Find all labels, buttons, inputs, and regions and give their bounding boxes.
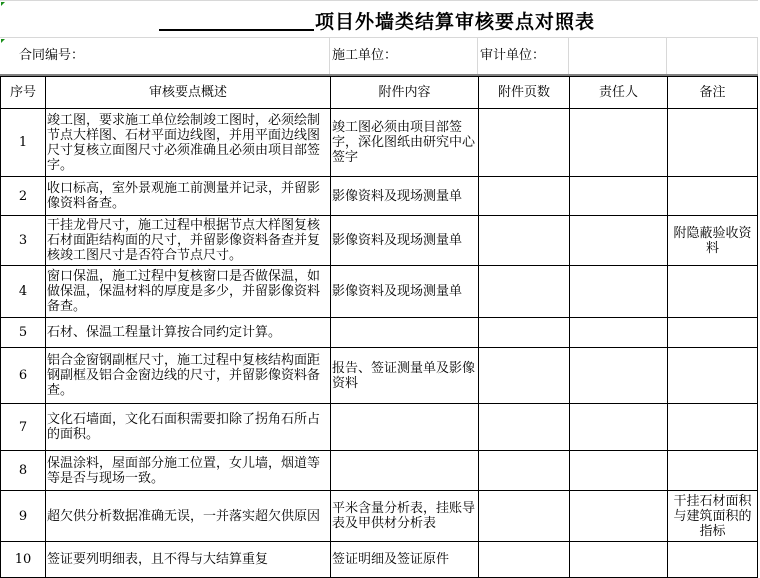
seq-cell[interactable]: 8 xyxy=(1,451,46,491)
info-extra-cell-2[interactable] xyxy=(667,38,758,74)
table-row xyxy=(1,348,758,404)
contractor-cell[interactable] xyxy=(330,38,478,74)
table-row xyxy=(1,451,758,491)
attachment-cell[interactable] xyxy=(331,451,479,491)
attachment-cell[interactable]: 报告、签证测量单及影像资料 xyxy=(331,348,479,404)
pages-cell[interactable] xyxy=(479,177,570,216)
owner-cell[interactable] xyxy=(570,404,668,451)
auditor-label: 审计单位： xyxy=(480,48,546,63)
description-cell[interactable]: 窗口保温，施工过程中复核窗口是否做保温，如做保温，保温材料的厚度是多少，并留影像资料备查。 xyxy=(46,266,331,318)
seq-cell[interactable]: 2 xyxy=(1,177,46,216)
document-title: 项目外墙类结算审核要点对照表 xyxy=(315,11,596,33)
header-description[interactable]: 审核要点概述 xyxy=(46,77,331,109)
seq-cell[interactable]: 6 xyxy=(1,348,46,404)
contractor-label: 施工单位： xyxy=(332,48,398,63)
description-cell[interactable]: 文化石墙面，文化石面积需要扣除了拐角石所占的面积。 xyxy=(46,404,331,451)
audit-checklist-table xyxy=(0,76,758,578)
header-pages[interactable]: 附件页数 xyxy=(479,77,570,109)
note-cell[interactable] xyxy=(668,404,758,451)
owner-cell[interactable] xyxy=(570,266,668,318)
info-extra-cell-1[interactable] xyxy=(569,38,667,74)
attachment-cell[interactable]: 竣工图必须由项目部签字，深化图纸由研究中心签字 xyxy=(331,109,479,177)
title-row[interactable] xyxy=(0,0,758,38)
owner-cell[interactable] xyxy=(570,177,668,216)
attachment-cell[interactable] xyxy=(331,318,479,348)
table-row xyxy=(1,216,758,266)
pages-cell[interactable] xyxy=(479,318,570,348)
owner-cell[interactable] xyxy=(570,542,668,578)
note-cell[interactable] xyxy=(668,451,758,491)
seq-cell[interactable]: 5 xyxy=(1,318,46,348)
note-cell[interactable]: 干挂石材面积与建筑面积的指标 xyxy=(668,491,758,542)
description-cell[interactable]: 竣工图，要求施工单位绘制竣工图时，必须绘制节点大样图、石材平面边线图，并用平面边线图尺寸复核立面图尺寸必须准确且必须由项目部签字。 xyxy=(46,109,331,177)
pages-cell[interactable] xyxy=(479,266,570,318)
attachment-cell[interactable]: 影像资料及现场测量单 xyxy=(331,177,479,216)
table-row xyxy=(1,404,758,451)
info-row xyxy=(0,38,758,76)
owner-cell[interactable] xyxy=(570,451,668,491)
contract-number-cell[interactable] xyxy=(0,38,330,74)
pages-cell[interactable] xyxy=(479,542,570,578)
seq-cell[interactable]: 1 xyxy=(1,109,46,177)
note-cell[interactable] xyxy=(668,348,758,404)
header-attachment[interactable]: 附件内容 xyxy=(331,77,479,109)
attachment-cell[interactable]: 影像资料及现场测量单 xyxy=(331,216,479,266)
description-cell[interactable]: 石材、保温工程量计算按合同约定计算。 xyxy=(46,318,331,348)
header-note[interactable]: 备注 xyxy=(668,77,758,109)
table-row xyxy=(1,266,758,318)
contract-number-label: 合同编号： xyxy=(19,48,85,63)
owner-cell[interactable] xyxy=(570,318,668,348)
header-owner[interactable]: 责任人 xyxy=(570,77,668,109)
table-row xyxy=(1,177,758,216)
pages-cell[interactable] xyxy=(479,491,570,542)
note-cell[interactable] xyxy=(668,266,758,318)
owner-cell[interactable] xyxy=(570,491,668,542)
pages-cell[interactable] xyxy=(479,451,570,491)
pages-cell[interactable] xyxy=(479,404,570,451)
description-cell[interactable]: 干挂龙骨尺寸，施工过程中根据节点大样图复核石材面距结构面的尺寸，并留影像资料备查并复核竣工图尺寸是否符合节点尺寸。 xyxy=(46,216,331,266)
seq-cell[interactable]: 4 xyxy=(1,266,46,318)
note-cell[interactable] xyxy=(668,109,758,177)
cell-comment-marker-icon xyxy=(1,39,5,43)
table-row xyxy=(1,318,758,348)
attachment-cell[interactable] xyxy=(331,404,479,451)
description-cell[interactable]: 收口标高，室外景观施工前测量并记录，并留影像资料备查。 xyxy=(46,177,331,216)
auditor-cell[interactable] xyxy=(478,38,569,74)
table-row xyxy=(1,542,758,578)
table-header-row xyxy=(1,77,758,109)
pages-cell[interactable] xyxy=(479,109,570,177)
title-project-name-blank xyxy=(159,29,314,31)
attachment-cell[interactable]: 平米含量分析表，挂账导表及甲供材分析表 xyxy=(331,491,479,542)
seq-cell[interactable]: 3 xyxy=(1,216,46,266)
description-cell[interactable]: 超欠供分析数据准确无误，一并落实超欠供原因 xyxy=(46,491,331,542)
attachment-cell[interactable]: 签证明细及签证原件 xyxy=(331,542,479,578)
note-cell[interactable] xyxy=(668,318,758,348)
table-row xyxy=(1,491,758,542)
seq-cell[interactable]: 9 xyxy=(1,491,46,542)
note-cell[interactable] xyxy=(668,542,758,578)
attachment-cell[interactable]: 影像资料及现场测量单 xyxy=(331,266,479,318)
header-seq[interactable]: 序号 xyxy=(1,77,46,109)
description-cell[interactable]: 保温涂料，屋面部分施工位置，女儿墙，烟道等等是否与现场一致。 xyxy=(46,451,331,491)
seq-cell[interactable]: 7 xyxy=(1,404,46,451)
description-cell[interactable]: 签证要列明细表，且不得与大结算重复 xyxy=(46,542,331,578)
owner-cell[interactable] xyxy=(570,348,668,404)
owner-cell[interactable] xyxy=(570,109,668,177)
pages-cell[interactable] xyxy=(479,348,570,404)
description-cell[interactable]: 铝合金窗钢副框尺寸，施工过程中复核结构面距钢副框及铝合金窗边线的尺寸，并留影像资料备查。 xyxy=(46,348,331,404)
note-cell[interactable]: 附隐蔽验收资料 xyxy=(668,216,758,266)
note-cell[interactable] xyxy=(668,177,758,216)
cell-comment-marker-icon xyxy=(1,2,5,6)
pages-cell[interactable] xyxy=(479,216,570,266)
table-row xyxy=(1,109,758,177)
owner-cell[interactable] xyxy=(570,216,668,266)
seq-cell[interactable]: 10 xyxy=(1,542,46,578)
